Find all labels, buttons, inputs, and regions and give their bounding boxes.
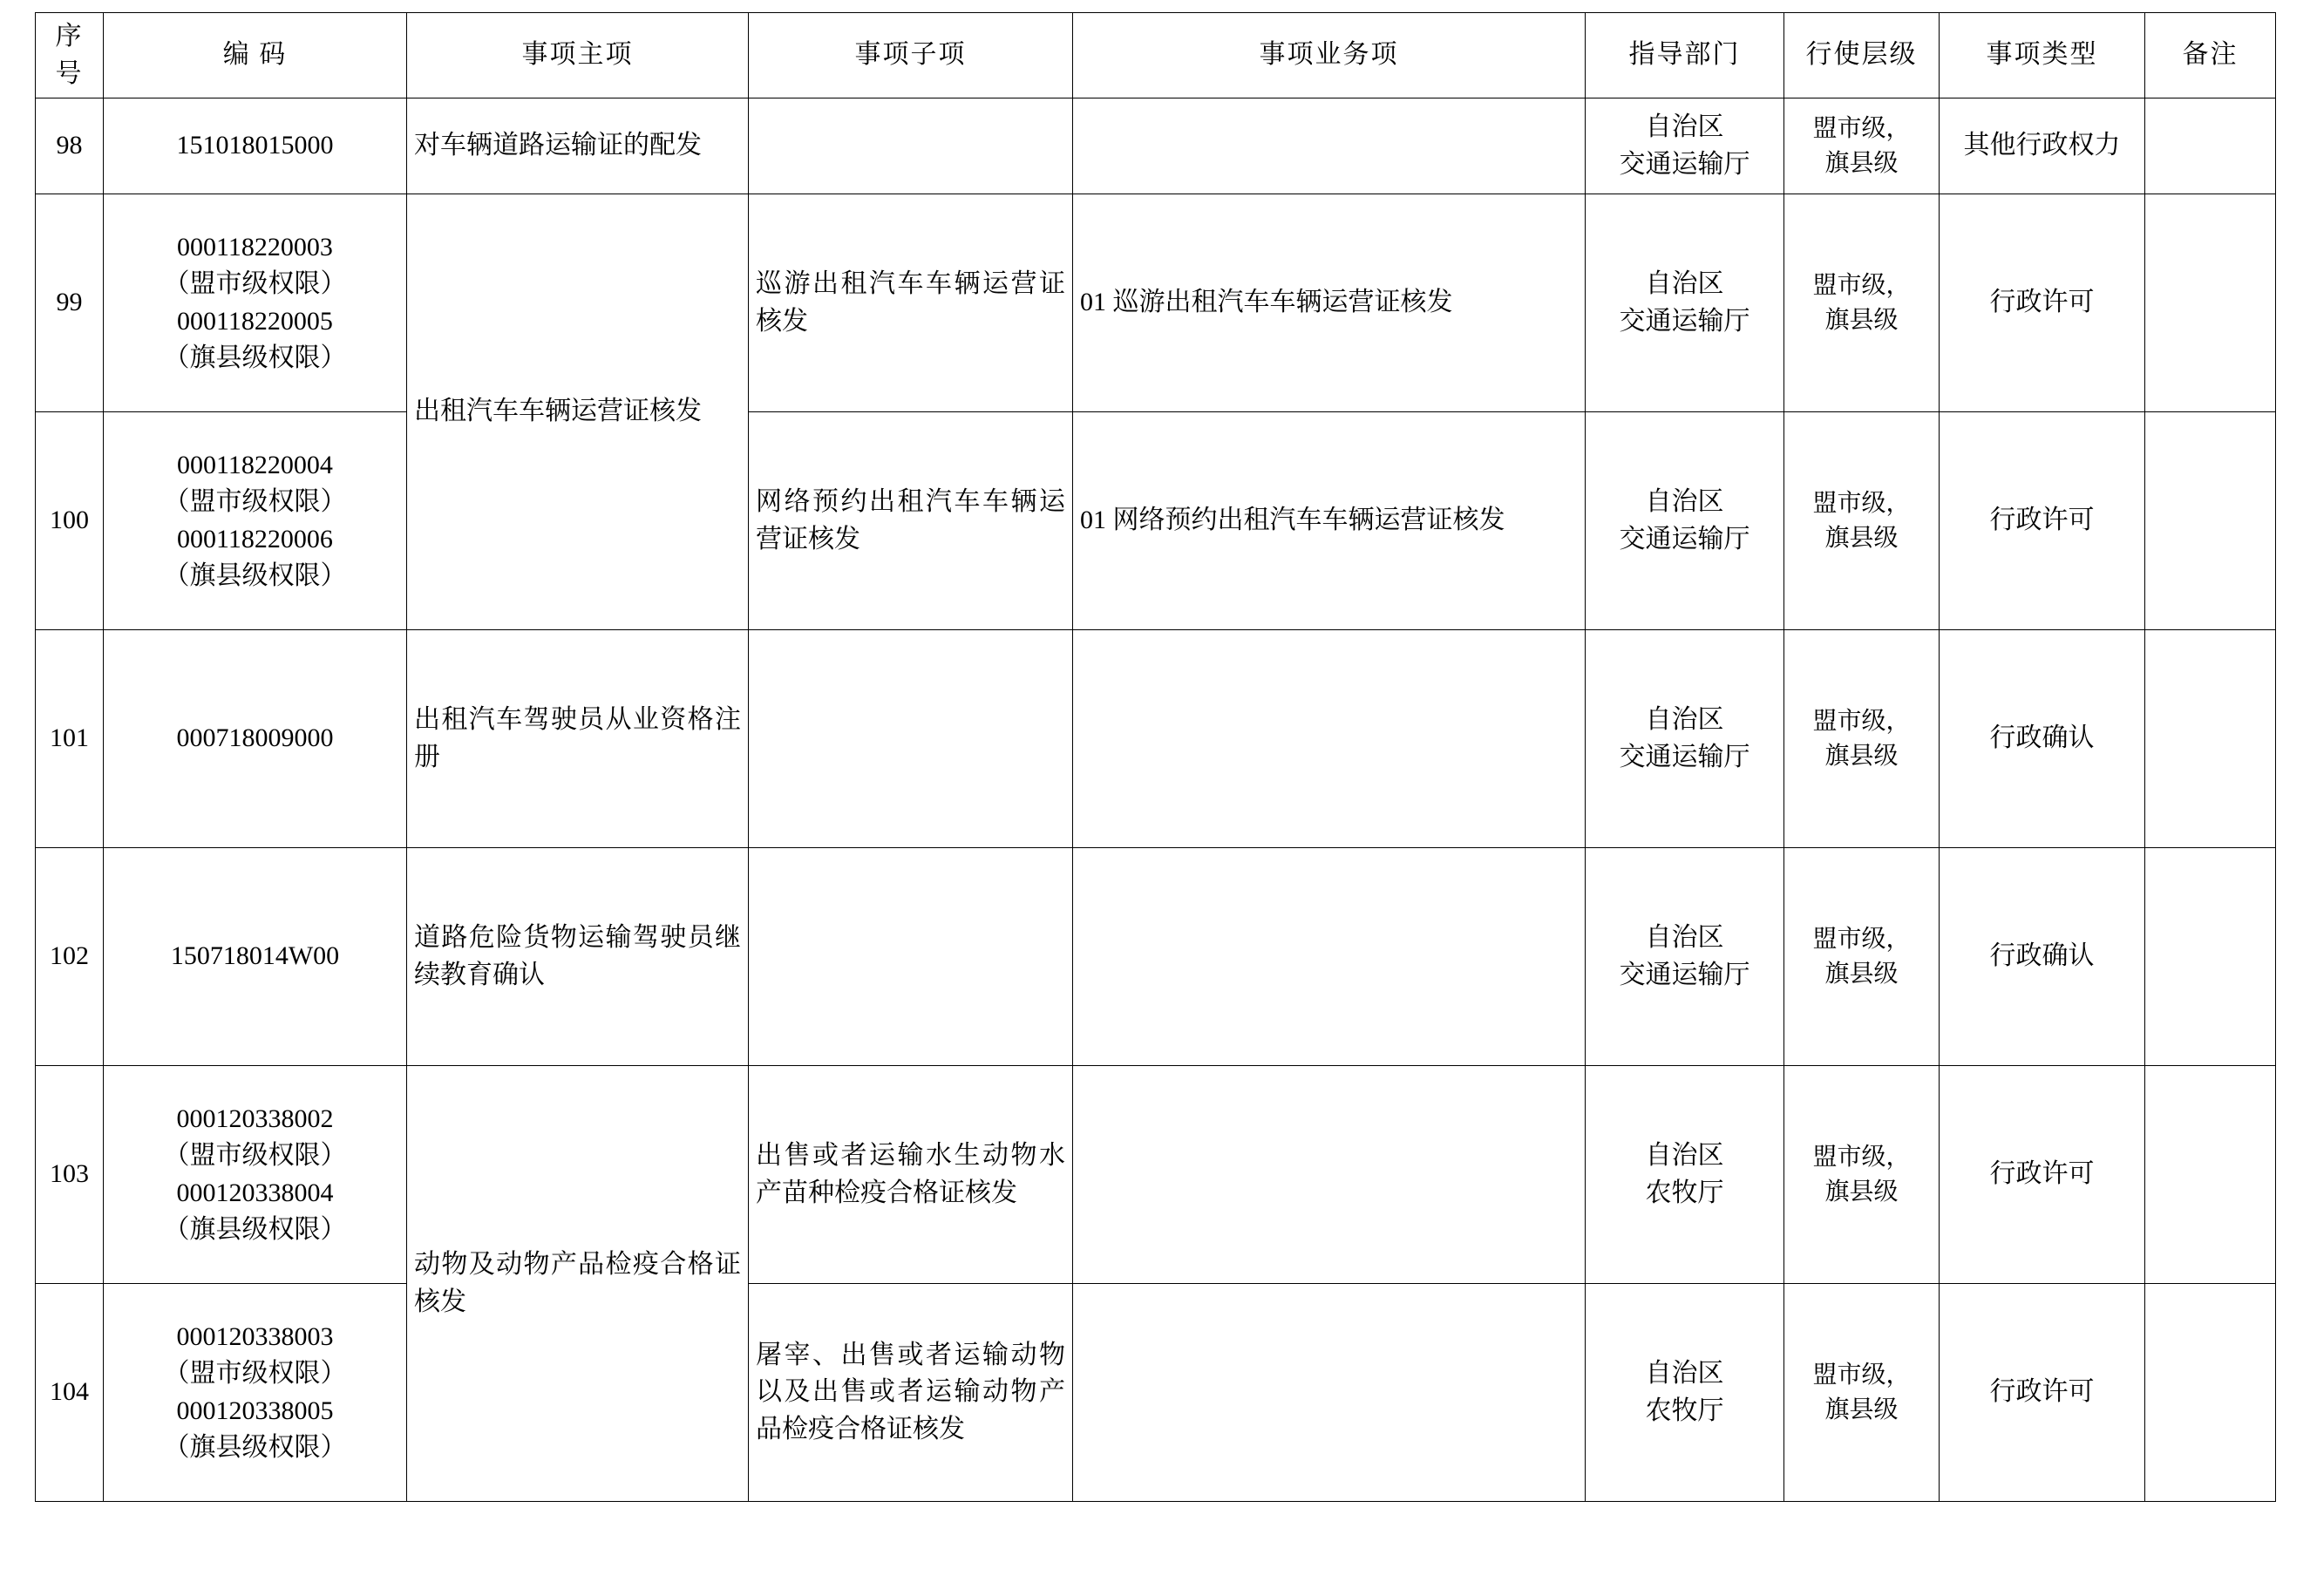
- cell-exercise-level: [1784, 848, 1940, 1066]
- level-line: 旗县级: [1824, 149, 1899, 177]
- cell-business-item: [1073, 1066, 1586, 1284]
- cell-seq: 102: [36, 848, 104, 1066]
- department-line: 自治区: [1645, 1141, 1724, 1171]
- code-line: 000118220004: [177, 450, 333, 479]
- column-header-business-item: 事项业务项: [1073, 13, 1586, 98]
- level-line: 盟市级，: [1812, 271, 1911, 299]
- sub-item-text: 巡游出租汽车车辆运营证核发: [756, 269, 1065, 336]
- cell-sub-item: [749, 1284, 1073, 1502]
- code-line: （旗县级权限）: [163, 343, 347, 373]
- code-line: （盟市级权限）: [163, 487, 347, 517]
- main-item-text: 动物及动物产品检疫合格证核发: [414, 1250, 741, 1316]
- column-header-seq: 序 号: [36, 13, 104, 98]
- column-header-item-type: 事项类型: [1940, 13, 2145, 98]
- cell-business-item: [1073, 848, 1586, 1066]
- cell-remark: [2145, 412, 2276, 630]
- table-header-row: [36, 13, 2276, 98]
- cell-item-type: 行政确认: [1940, 630, 2145, 848]
- cell-remark: [2145, 1066, 2276, 1284]
- cell-seq: 100: [36, 412, 104, 630]
- level-line: 旗县级: [1824, 306, 1899, 334]
- cell-code: [104, 630, 407, 848]
- cell-exercise-level: [1784, 194, 1940, 412]
- code-line: 000118220003: [177, 232, 333, 261]
- department-line: 交通运输厅: [1619, 524, 1750, 554]
- table-row: [36, 98, 2276, 194]
- code-line: 000118220006: [177, 524, 333, 554]
- table-row: [36, 194, 2276, 412]
- department-line: 农牧厅: [1645, 1178, 1724, 1207]
- sub-item-text: 网络预约出租汽车车辆运营证核发: [756, 487, 1065, 554]
- cell-seq: 99: [36, 194, 104, 412]
- cell-item-type: 行政许可: [1940, 1284, 2145, 1502]
- cell-remark: [2145, 1284, 2276, 1502]
- cell-exercise-level: [1784, 630, 1940, 848]
- department-line: 农牧厅: [1645, 1396, 1724, 1425]
- cell-seq: 104: [36, 1284, 104, 1502]
- cell-sub-item: [749, 1066, 1073, 1284]
- column-header-remark: 备注: [2145, 13, 2276, 98]
- cell-item-type: 行政许可: [1940, 412, 2145, 630]
- cell-code: [104, 194, 407, 412]
- main-item-text: 出租汽车车辆运营证核发: [414, 397, 702, 426]
- cell-item-type: 其他行政权力: [1940, 98, 2145, 194]
- cell-exercise-level: [1784, 98, 1940, 194]
- cell-code: [104, 848, 407, 1066]
- cell-seq: 103: [36, 1066, 104, 1284]
- sub-item-text: 屠宰、出售或者运输动物以及出售或者运输动物产品检疫合格证核发: [756, 1340, 1065, 1443]
- level-line: 旗县级: [1824, 1396, 1899, 1423]
- table-row: [36, 412, 2276, 630]
- cell-code: [104, 412, 407, 630]
- cell-item-type: 行政许可: [1940, 1066, 2145, 1284]
- cell-exercise-level: [1784, 412, 1940, 630]
- level-line: 盟市级，: [1812, 707, 1911, 735]
- cell-sub-item: [749, 194, 1073, 412]
- department-line: 自治区: [1645, 705, 1724, 735]
- code-line: 000120338003: [176, 1321, 334, 1351]
- department-line: 自治区: [1645, 923, 1724, 953]
- column-header-code: 编 码: [104, 13, 407, 98]
- code-line: 000120338002: [176, 1104, 334, 1133]
- code-line: （盟市级权限）: [163, 1141, 347, 1171]
- code-line: 000120338005: [176, 1396, 334, 1425]
- level-line: 旗县级: [1824, 524, 1899, 552]
- level-line: 旗县级: [1824, 742, 1899, 770]
- table-header: [36, 13, 2276, 98]
- government-items-table: [35, 12, 2276, 1502]
- cell-guiding-department: [1586, 630, 1784, 848]
- level-line: 盟市级，: [1812, 114, 1911, 142]
- cell-business-item: [1073, 98, 1586, 194]
- cell-guiding-department: [1586, 848, 1784, 1066]
- department-line: 交通运输厅: [1619, 960, 1750, 989]
- department-line: 交通运输厅: [1619, 149, 1750, 179]
- table-row: [36, 1284, 2276, 1502]
- table-row: [36, 630, 2276, 848]
- cell-remark: [2145, 194, 2276, 412]
- cell-guiding-department: [1586, 412, 1784, 630]
- code-line: （旗县级权限）: [163, 1215, 347, 1245]
- cell-guiding-department: [1586, 98, 1784, 194]
- level-line: 旗县级: [1824, 1178, 1899, 1205]
- cell-code: [104, 98, 407, 194]
- level-line: 盟市级，: [1812, 1143, 1911, 1171]
- department-line: 自治区: [1645, 487, 1724, 517]
- code-line: 000718009000: [176, 723, 334, 753]
- cell-exercise-level: [1784, 1066, 1940, 1284]
- main-item-text: 出租汽车驾驶员从业资格注册: [414, 705, 741, 771]
- cell-main-item: [407, 194, 749, 630]
- level-line: 盟市级，: [1812, 489, 1911, 517]
- table-row: [36, 848, 2276, 1066]
- column-header-exercise-level: 行使层级: [1784, 13, 1940, 98]
- cell-remark: [2145, 848, 2276, 1066]
- level-line: 旗县级: [1824, 960, 1899, 988]
- cell-main-item: [407, 848, 749, 1066]
- code-line: （旗县级权限）: [163, 1433, 347, 1463]
- column-header-main-item: 事项主项: [407, 13, 749, 98]
- cell-business-item: [1073, 630, 1586, 848]
- level-line: 盟市级，: [1812, 925, 1911, 953]
- cell-remark: [2145, 630, 2276, 848]
- cell-seq: 101: [36, 630, 104, 848]
- cell-guiding-department: [1586, 1066, 1784, 1284]
- code-line: （盟市级权限）: [163, 1359, 347, 1389]
- department-line: 交通运输厅: [1619, 306, 1750, 336]
- cell-exercise-level: [1784, 1284, 1940, 1502]
- cell-guiding-department: [1586, 1284, 1784, 1502]
- department-line: 交通运输厅: [1619, 742, 1750, 771]
- cell-code: [104, 1284, 407, 1502]
- column-header-guiding-department: 指导部门: [1586, 13, 1784, 98]
- sub-item-text: 出售或者运输水生动物水产苗种检疫合格证核发: [756, 1141, 1065, 1207]
- code-line: （旗县级权限）: [163, 561, 347, 591]
- cell-business-item: 01 巡游出租汽车车辆运营证核发: [1073, 194, 1586, 412]
- cell-main-item: [407, 630, 749, 848]
- level-line: 盟市级，: [1812, 1361, 1911, 1389]
- cell-business-item: 01 网络预约出租汽车车辆运营证核发: [1073, 412, 1586, 630]
- cell-seq: 98: [36, 98, 104, 194]
- cell-sub-item: [749, 98, 1073, 194]
- cell-business-item: [1073, 1284, 1586, 1502]
- department-line: 自治区: [1645, 1359, 1724, 1389]
- code-line: 151018015000: [176, 131, 334, 160]
- cell-main-item: [407, 1066, 749, 1502]
- cell-code: [104, 1066, 407, 1284]
- cell-remark: [2145, 98, 2276, 194]
- code-line: 000120338004: [176, 1178, 334, 1207]
- department-line: 自治区: [1645, 112, 1724, 142]
- code-line: 150718014W00: [170, 941, 340, 971]
- cell-item-type: 行政确认: [1940, 848, 2145, 1066]
- main-item-text: 对车辆道路运输证的配发: [414, 131, 702, 160]
- cell-sub-item: [749, 848, 1073, 1066]
- cell-item-type: 行政许可: [1940, 194, 2145, 412]
- main-item-text: 道路危险货物运输驾驶员继续教育确认: [414, 923, 741, 989]
- cell-guiding-department: [1586, 194, 1784, 412]
- code-line: 000118220005: [177, 306, 333, 336]
- department-line: 自治区: [1645, 269, 1724, 299]
- table-body: [36, 98, 2276, 1502]
- code-line: （盟市级权限）: [163, 269, 347, 299]
- table-row: [36, 1066, 2276, 1284]
- cell-sub-item: [749, 412, 1073, 630]
- cell-main-item: [407, 98, 749, 194]
- column-header-sub-item: 事项子项: [749, 13, 1073, 98]
- cell-sub-item: [749, 630, 1073, 848]
